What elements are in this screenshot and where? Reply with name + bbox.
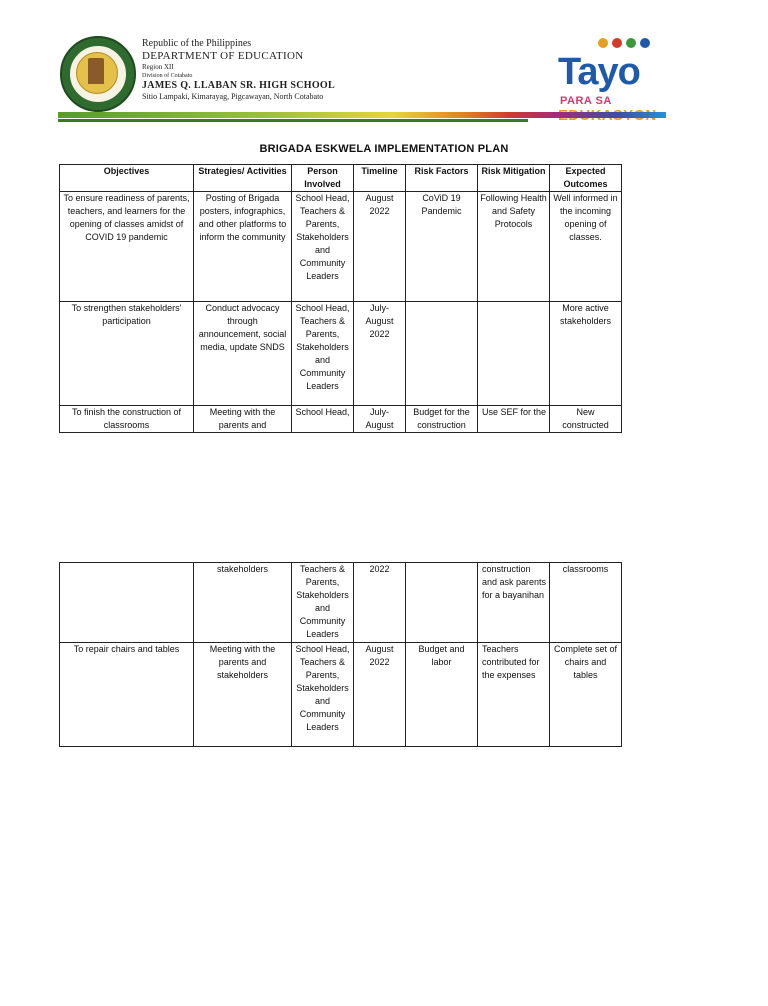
table-cell: School Head, Teachers & Parents, Stakeholders and Community Leaders xyxy=(292,302,354,406)
table-cell: To ensure readiness of parents, teachers, and learners for the opening of classes amidst of COVID 19 pandemic xyxy=(60,192,194,302)
table-row xyxy=(60,643,622,747)
table-cell: August 2022 xyxy=(354,643,406,747)
document-title: BRIGADA ESKWELA IMPLEMENTATION PLAN xyxy=(259,143,509,155)
table-row xyxy=(60,302,622,406)
table-cell: Conduct advocacy through announcement, social media, update SNDS xyxy=(194,302,292,406)
header-cell: Timeline xyxy=(354,165,406,192)
table-cell: July-August xyxy=(354,406,406,433)
table-cell: New constructed xyxy=(550,406,622,433)
table-row xyxy=(60,192,622,302)
rainbow-divider xyxy=(58,112,666,118)
school-name: JAMES Q. LLABAN SR. HIGH SCHOOL xyxy=(142,80,335,91)
table-cell: To finish the construction of classrooms xyxy=(60,406,194,433)
logo-para: PARA SA xyxy=(560,95,612,107)
green-divider xyxy=(58,119,528,122)
table-cell: Well informed in the incoming opening of classes. xyxy=(550,192,622,302)
table-cell: School Head, xyxy=(292,406,354,433)
table-cell: Budget for the construction xyxy=(406,406,478,433)
letterhead-text xyxy=(142,38,335,102)
division-line: Division of Cotabato xyxy=(142,73,193,79)
table-cell: Use SEF for the xyxy=(478,406,550,433)
header-cell: Expected Outcomes xyxy=(550,165,622,192)
table-cell: stakeholders xyxy=(194,563,292,643)
department-line: DEPARTMENT OF EDUCATION xyxy=(142,50,304,62)
table-cell xyxy=(60,563,194,643)
table-cell: construction and ask parents for a bayanihan xyxy=(478,563,550,643)
table-cell xyxy=(406,563,478,643)
table-cell: Meeting with the parents and stakeholders xyxy=(194,643,292,747)
table-cell: To strengthen stakeholders' participation xyxy=(60,302,194,406)
table-row xyxy=(60,406,622,433)
header-cell: Risk Mitigation xyxy=(478,165,550,192)
logo-tayo: Tayo xyxy=(558,51,640,93)
table-cell: School Head, Teachers & Parents, Stakeholders and Community Leaders xyxy=(292,192,354,302)
header-cell: Objectives xyxy=(60,165,194,192)
table-cell: classrooms xyxy=(550,563,622,643)
table-cell: To repair chairs and tables xyxy=(60,643,194,747)
header-cell: Risk Factors xyxy=(406,165,478,192)
header-cell: Strategies/ Activities xyxy=(194,165,292,192)
table-cell: Teachers contributed for the expenses xyxy=(478,643,550,747)
implementation-plan-table xyxy=(59,164,622,433)
table-cell: July-August 2022 xyxy=(354,302,406,406)
tayo-logo xyxy=(558,38,668,122)
table-cell: Complete set of chairs and tables xyxy=(550,643,622,747)
region-line: Region XII xyxy=(142,63,174,71)
table-cell: Meeting with the parents and xyxy=(194,406,292,433)
table-cell: CoViD 19 Pandemic xyxy=(406,192,478,302)
table-cell: Budget and labor xyxy=(406,643,478,747)
school-seal-icon xyxy=(60,36,136,112)
republic-line: Republic of the Philippines xyxy=(142,38,252,49)
table-cell: Posting of Brigada posters, infographics, and other platforms to inform the community xyxy=(194,192,292,302)
table-row xyxy=(60,563,622,643)
header-cell: Person Involved xyxy=(292,165,354,192)
table-cell: Teachers & Parents, Stakeholders and Community Leaders xyxy=(292,563,354,643)
school-address: Sitio Lampaki, Kimarayag, Pigcawayan, North Cotabato xyxy=(142,92,324,101)
implementation-plan-table-continued xyxy=(59,562,622,747)
table-cell xyxy=(406,302,478,406)
table-cell: 2022 xyxy=(354,563,406,643)
table-cell: August 2022 xyxy=(354,192,406,302)
table-cell: School Head, Teachers & Parents, Stakeholders and Community Leaders xyxy=(292,643,354,747)
table-cell: More active stakeholders xyxy=(550,302,622,406)
table-cell: Following Health and Safety Protocols xyxy=(478,192,550,302)
table-cell xyxy=(478,302,550,406)
table-header-row xyxy=(60,165,622,192)
